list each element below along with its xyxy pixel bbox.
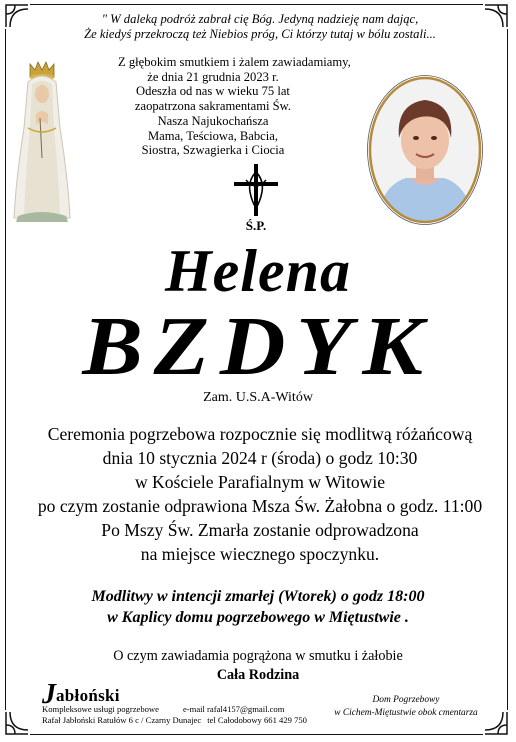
- company-tagline: Kompleksowe usługi pogrzebowe: [42, 704, 159, 714]
- family-notice: [0, 647, 516, 685]
- intro-announcement: [118, 55, 351, 158]
- ceremony-line: w Kościele Parafialnym w Witowie: [134, 472, 386, 492]
- cross-caption: Ś.P.: [245, 218, 267, 232]
- company-info-line: [42, 704, 312, 715]
- deceased-first-name: Helena: [165, 238, 351, 304]
- funeral-home-line: w Cichem-Miętustwie obok cmentarza: [334, 708, 478, 718]
- intro-line: Z głębokim smutkiem i żalem zawiadamiamy,: [118, 55, 351, 69]
- funeral-home-info: [326, 694, 486, 720]
- deceased-last-name: BZDYK: [82, 300, 434, 393]
- intro-line: zaopatrzona sakramentami Św.: [134, 99, 292, 114]
- logo-rest: abłoński: [56, 686, 120, 705]
- ceremony-details: [20, 422, 500, 566]
- intro-line: że dnia 21 grudnia 2023 r.: [147, 69, 279, 84]
- quote-line-1: " W daleką podróż zabrał cię Bóg. Jedyną nadzieję nam dając,: [101, 12, 419, 26]
- intro-line: Siostra, Szwagierka i Ciocia: [141, 143, 285, 158]
- frame-corner-ornament: [4, 710, 30, 736]
- frame-corner-ornament: [483, 710, 509, 736]
- prayer-notice: [20, 586, 496, 628]
- frame-corner-ornament: [4, 3, 30, 29]
- cross-icon: [232, 162, 280, 232]
- funeral-home-line: Dom Pogrzebowy: [372, 695, 440, 705]
- quote-line-2: Że kiedyś przekroczą też Niebios próg, Ci którzy tutaj w bólu zostali...: [84, 27, 436, 41]
- funeral-company-footer: [42, 679, 312, 726]
- prayer-line: w Kaplicy domu pogrzebowego w Miętustwie .: [107, 609, 409, 626]
- logo-initial: J: [42, 679, 56, 710]
- family-signature: Cała Rodzina: [216, 667, 300, 683]
- ceremony-line: Po Mszy Św. Zmarła zostanie odprowadzona: [101, 520, 419, 540]
- deceased-portrait: [366, 74, 484, 226]
- intro-line: Mama, Teściowa, Babcia,: [147, 128, 279, 143]
- company-email: e-mail rafal4157@gmail.com: [182, 704, 285, 714]
- notice-line: O czym zawiadamia pogrążona w smutku i żałobie: [113, 648, 403, 664]
- company-phone: tel Całodobowy 661 429 750: [207, 715, 307, 725]
- company-address: Rafał Jabłoński Ratułów 6 c / Czarny Dunajec: [42, 715, 202, 725]
- intro-line: Odeszła od nas w wieku 75 lat: [136, 84, 290, 99]
- company-contact-line: [42, 715, 312, 726]
- ceremony-line: na miejsce wiecznego spoczynku.: [140, 544, 380, 564]
- ceremony-line: dnia 10 stycznia 2024 r (środa) o godz 10:30: [102, 448, 418, 468]
- ceremony-line: Ceremonia pogrzebowa rozpocznie się modlitwą różańcową: [47, 424, 473, 444]
- madonna-statue-image: [10, 58, 74, 224]
- intro-line: Nasza Najukochańsza: [157, 113, 269, 128]
- prayer-line: Modlitwy w intencji zmarłej (Wtorek) o godz 18:00: [91, 588, 425, 605]
- ceremony-line: po czym zostanie odprawiona Msza Św. Żałobna o godz. 11:00: [37, 496, 483, 516]
- residence-text: Zam. U.S.A-Witów: [203, 390, 313, 405]
